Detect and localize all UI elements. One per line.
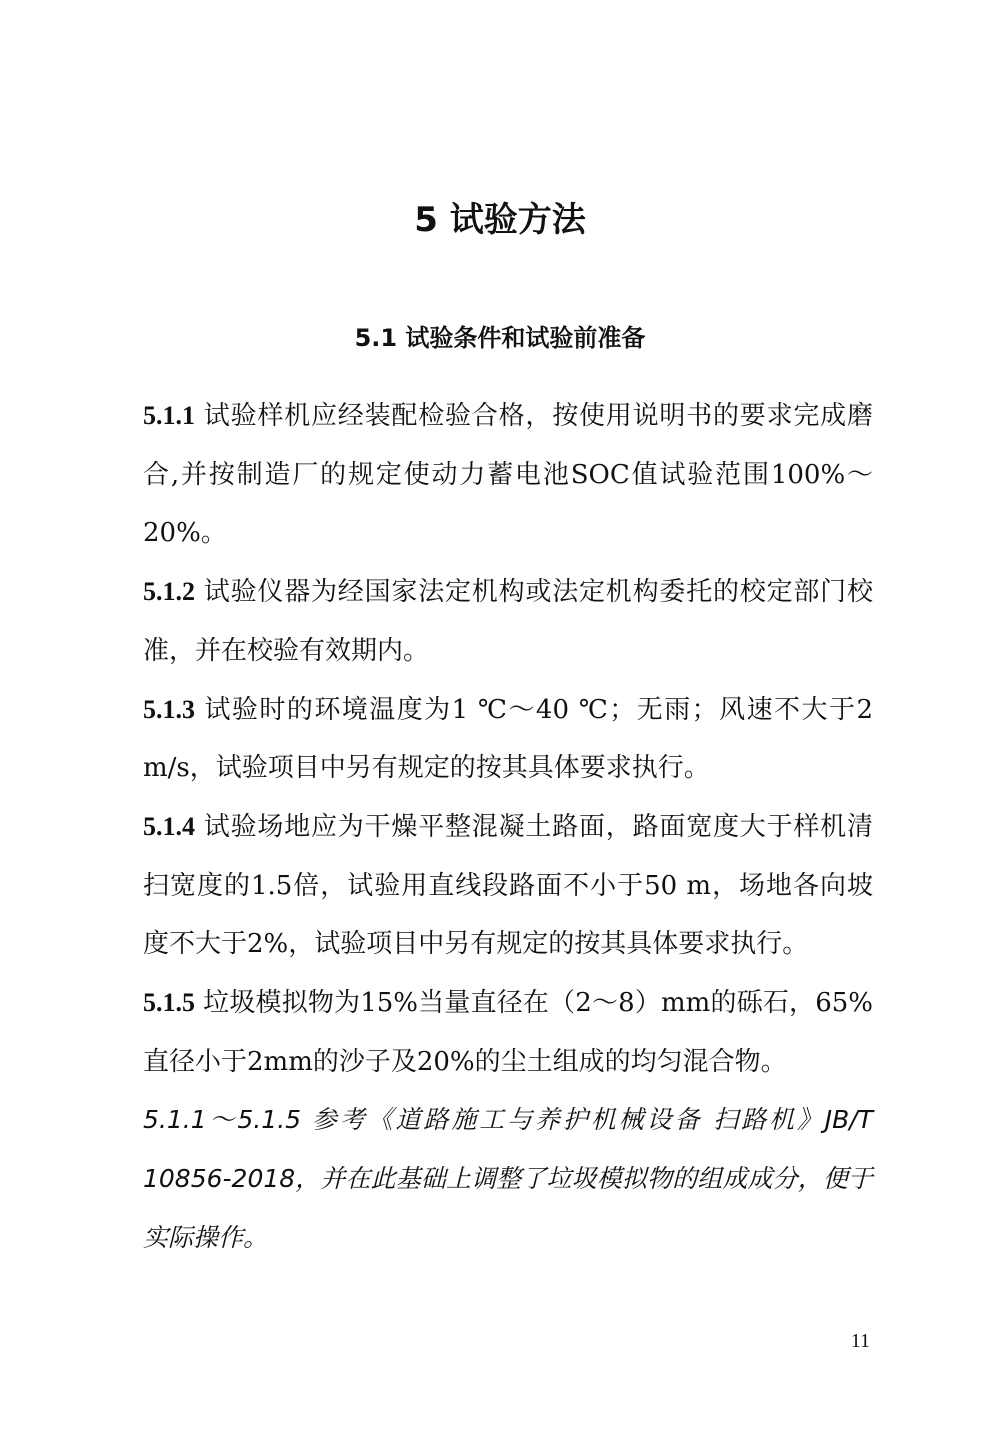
reference-note: 5.1.1～5.1.5 参考《道路施工与养护机械设备 扫路机》JB/T 10856-2018，并在此基础上调整了垃圾模拟物的组成成分，便于实际操作。 — [143, 1105, 873, 1252]
clause-5-1-2 — [143, 563, 873, 680]
page-number: 11 — [850, 1330, 870, 1352]
clause-text: 试验仪器为经国家法定机构或法定机构委托的校定部门校准，并在校验有效期内。 — [143, 577, 873, 666]
clause-5-1-5 — [143, 974, 873, 1091]
section-title: 5.1 试验条件和试验前准备 — [354, 324, 646, 352]
clause-text: 试验样机应经装配检验合格，按使用说明书的要求完成磨合,并按制造厂的规定使动力蓄电池SOC值试验范围100%～20%。 — [143, 401, 873, 549]
clause-5-1-3 — [143, 681, 873, 798]
clause-number: 5.1.1 — [143, 401, 195, 430]
clause-number: 5.1.2 — [143, 577, 195, 607]
clause-text: 试验场地应为干燥平整混凝土路面，路面宽度大于样机清扫宽度的1.5倍，试验用直线段路面不小于50 m，场地各向坡度不大于2%，试验项目中另有规定的按其具体要求执行。 — [143, 811, 873, 960]
clause-number: 5.1.4 — [143, 811, 195, 841]
clause-5-1-1 — [143, 387, 873, 563]
clause-5-1-4 — [143, 798, 873, 974]
clause-text: 试验时的环境温度为1 ℃～40 ℃；无雨；风速不大于2 m/s，试验项目中另有规定的按其具体要求执行。 — [143, 694, 873, 784]
clause-number: 5.1.5 — [143, 988, 195, 1018]
section-body — [143, 387, 873, 1268]
clause-number: 5.1.3 — [143, 694, 195, 724]
chapter-title: 5 试验方法 — [414, 200, 586, 240]
clause-text: 垃圾模拟物为15%当量直径在（2～8）mm的砾石，65%直径小于2mm的沙子及20%的尘土组成的均匀混合物。 — [143, 988, 873, 1077]
